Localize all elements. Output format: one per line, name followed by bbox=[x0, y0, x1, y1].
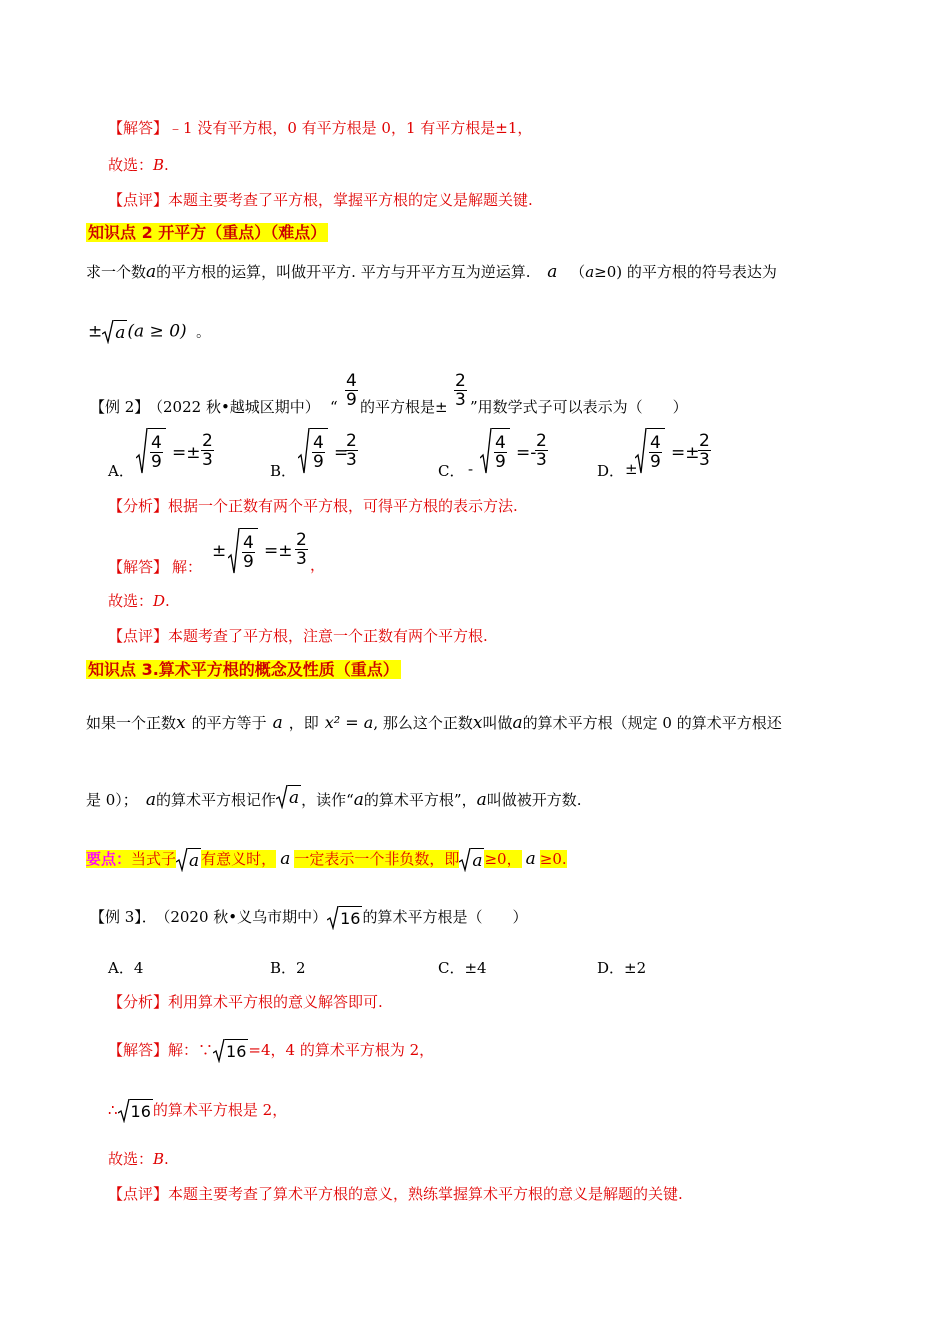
ex3-comment: 【点评】本题主要考查了算术平方根的意义，熟练掌握算术平方根的意义是解题的关键. bbox=[108, 1185, 683, 1203]
ex2-analysis: 【分析】根据一个正数有两个平方根，可得平方根的表示方法. bbox=[108, 497, 518, 515]
ex3-choose: 故选：B. bbox=[108, 1150, 169, 1168]
kp2-paragraph: 求一个数a的平方根的运算，叫做开平方. 平方与开平方互为逆运算. a （a≥0) 的平方根的符号表达为 bbox=[86, 262, 777, 282]
comment-line-1: 【点评】本题主要考查了平方根，掌握平方根的定义是解题关键. bbox=[108, 191, 533, 209]
ex3-solution: 【解答】解：∵ 16 =4，4 的算术平方根为 2， bbox=[108, 1041, 435, 1061]
kp3-paragraph-2: 是 0）； a的算术平方根记作 a ，读作“a的算术平方根”，a叫做被开方数. bbox=[86, 789, 582, 811]
fraction-4-9: $\frac{4}{9}$ bbox=[346, 371, 357, 410]
ex3-option-c: C．±4 bbox=[438, 959, 487, 977]
ex3-option-d: D．±2 bbox=[597, 959, 647, 977]
ex3-option-b: B．2 bbox=[270, 959, 306, 977]
ex3-analysis: 【分析】利用算术平方根的意义解答即可. bbox=[108, 993, 383, 1011]
sqrt-symbol: a bbox=[102, 320, 127, 344]
example-3-question: 【例 3】． （2020 秋•义乌市期中） 16 的算术平方根是（ ） bbox=[90, 908, 528, 928]
knowledge-point-3-title: 知识点 3.算术平方根的概念及性质（重点） bbox=[88, 660, 399, 679]
key-point-line: 要点：当式子 a 有意义时， a 一定表示一个非负数，即 a ≥0， a ≥0. bbox=[86, 849, 567, 871]
answer-tag: 【解答】 bbox=[108, 119, 169, 137]
ex3-option-a: A．4 bbox=[108, 959, 144, 977]
kp2-formula: ± a (a ≥ 0) 。 bbox=[88, 321, 211, 343]
key-point-tag: 要点： bbox=[86, 850, 132, 868]
answer-text: ﹣1 没有平方根，0 有平方根是 0，1 有平方根是±1， bbox=[168, 119, 533, 137]
ex2-choose: 故选：D. bbox=[108, 592, 170, 610]
kp3-paragraph-1: 如果一个正数x 的平方等于 a ，即 x² = a, 那么这个正数x叫做a的算术平方根（规定 0 的算术平方根还 bbox=[86, 713, 782, 733]
answer-line-1 bbox=[108, 117, 532, 139]
ex2-comment: 【点评】本题考查了平方根，注意一个正数有两个平方根. bbox=[108, 627, 488, 645]
ex3-therefore: ∴ 16 的算术平方根是 2， bbox=[108, 1101, 288, 1121]
knowledge-point-2-title: 知识点 2 开平方（重点）（难点） bbox=[88, 223, 327, 242]
choose-line-1: 故选：B. bbox=[108, 156, 169, 174]
fraction-2-3: $\frac{2}{3}$ bbox=[455, 371, 466, 410]
